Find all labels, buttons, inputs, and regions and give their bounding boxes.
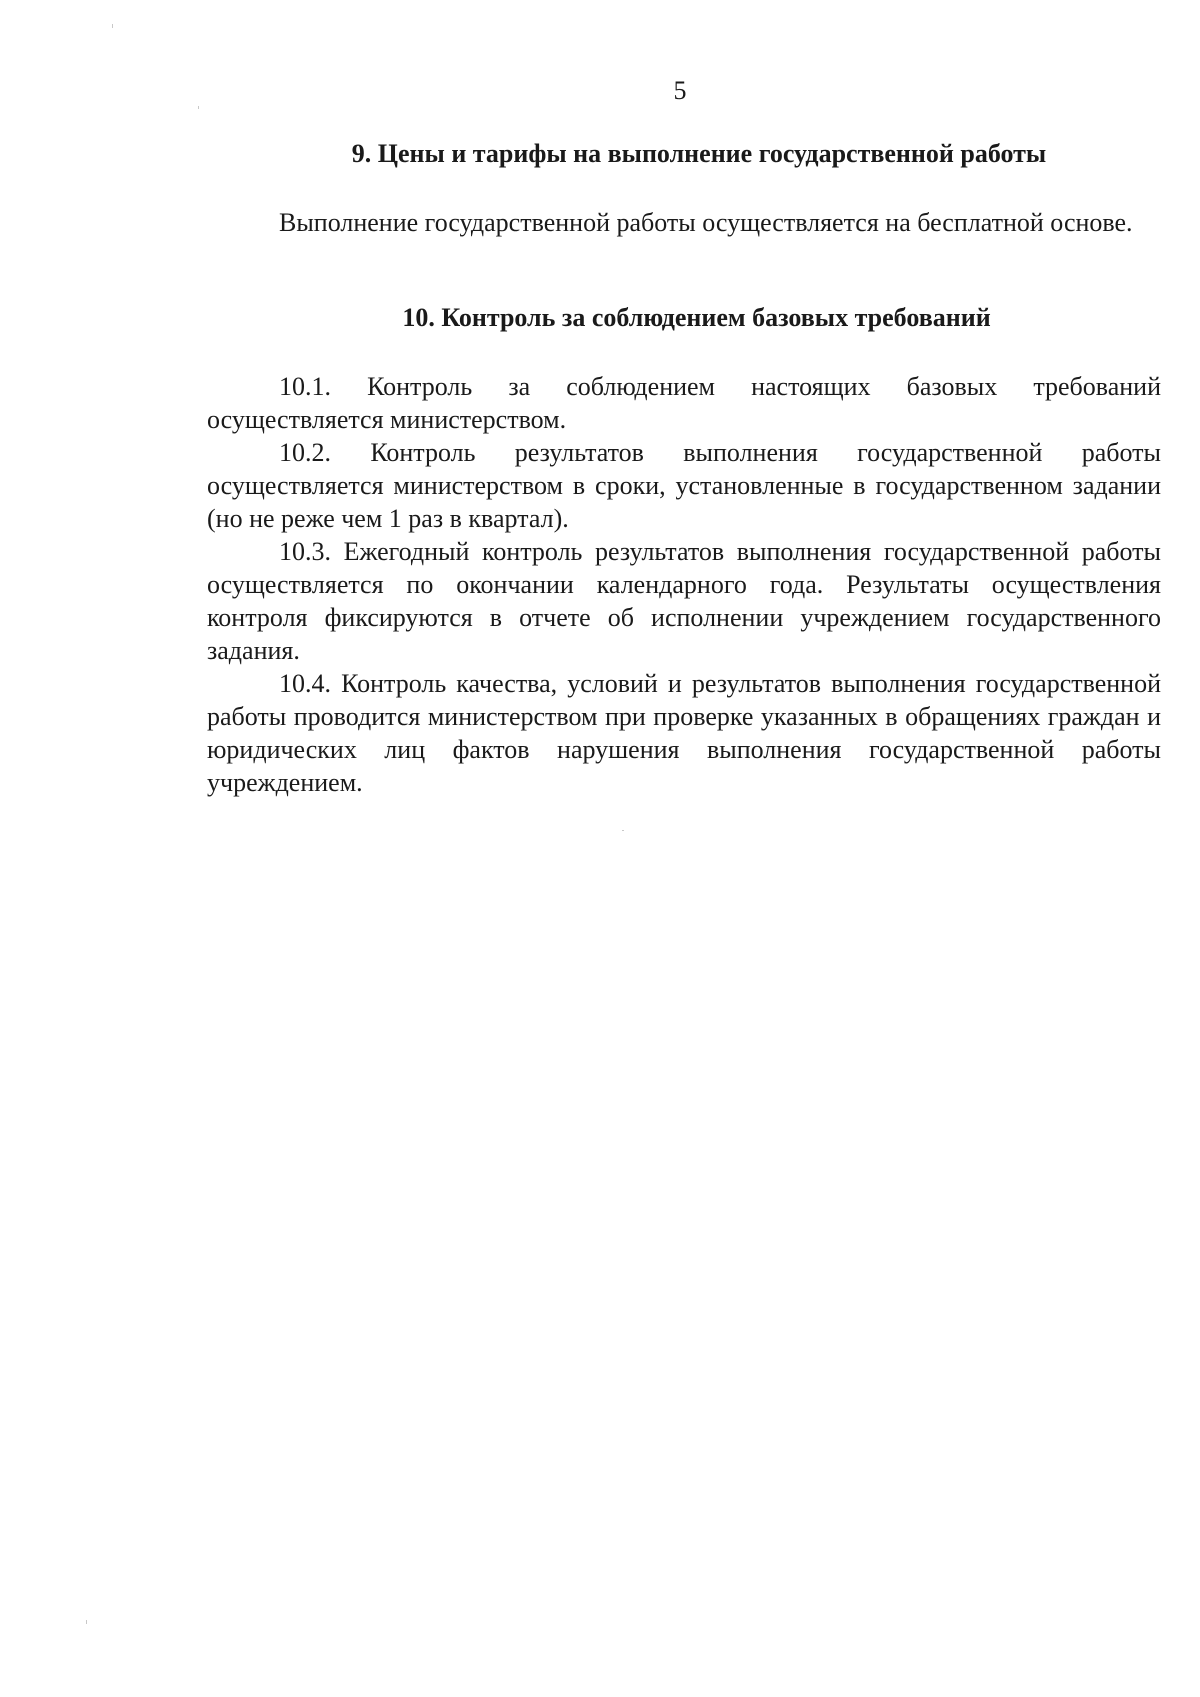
clause-10-4: 10.4. Контроль качества, условий и результатов выполнения государственной работы проводится министерством при проверке указанных в обращениях граждан и юридических лиц фактов нарушения выполнения государственной работы учреждением. (207, 669, 1161, 797)
scan-mark (622, 830, 624, 831)
section-10-body (207, 370, 1161, 799)
clause-10-1: 10.1. Контроль за соблюдением настоящих базовых требований осуществляется министерством. (207, 372, 1161, 434)
page-number: 5 (673, 76, 687, 105)
scan-mark (112, 24, 113, 28)
section-9-paragraph: Выполнение государственной работы осуществляется на бесплатной основе. (279, 208, 1133, 237)
scan-mark (198, 106, 199, 109)
clause-10-2: 10.2. Контроль результатов выполнения государственной работы осуществляется министерством в сроки, установленные в государственном задании (но не реже чем 1 раз в квартал). (207, 438, 1161, 533)
scan-mark (86, 1620, 87, 1624)
section-9-heading: 9. Цены и тарифы на выполнение государственной работы (351, 139, 1047, 168)
clause-10-3: 10.3. Ежегодный контроль результатов выполнения государственной работы осуществляется по окончании календарного года. Результаты осуществления контроля фиксируются в отчете об исполнении учреждением государственного задания. (207, 537, 1161, 665)
section-9-body (207, 206, 1161, 239)
section-10-heading: 10. Контроль за соблюдением базовых требований (402, 303, 991, 332)
